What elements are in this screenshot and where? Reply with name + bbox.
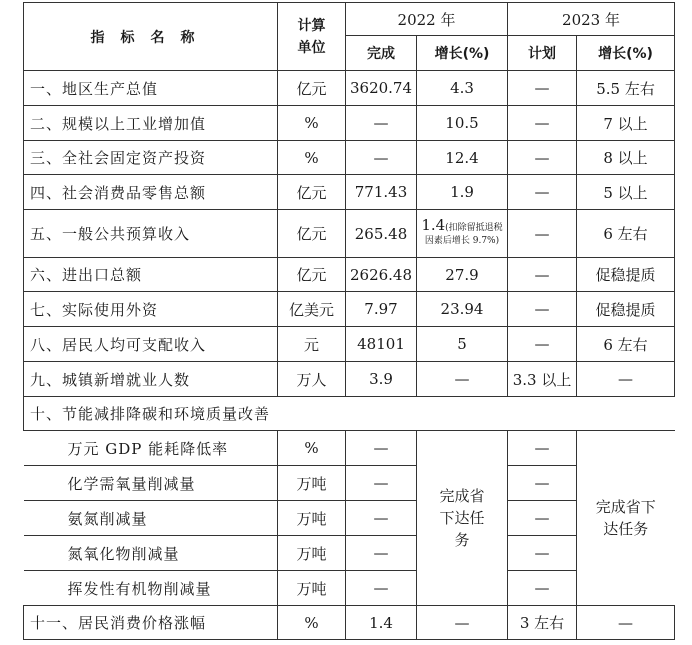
section-title-row (24, 397, 675, 431)
indicator-unit: 万吨 (278, 466, 346, 501)
merged-growth-2022: 完成省下达任务 (417, 431, 508, 606)
indicator-unit: 元 (278, 327, 346, 362)
value-growth-2023: 7 以上 (577, 106, 675, 141)
value-plan: — (508, 106, 577, 141)
growth-main-value: 1.4 (421, 216, 446, 234)
value-plan: 3 左右 (508, 606, 577, 640)
value-growth-2023: — (577, 362, 675, 397)
header-indicator-name: 指标名称 (24, 3, 278, 71)
table-row (24, 327, 675, 362)
value-growth-2023: 5 以上 (577, 175, 675, 210)
value-done: — (346, 501, 417, 536)
value-plan: — (508, 175, 577, 210)
indicator-unit: 亿元 (278, 258, 346, 292)
value-done: 48101 (346, 327, 417, 362)
indicator-unit: 亿元 (278, 210, 346, 258)
value-growth-2022: 27.9 (417, 258, 508, 292)
indicator-unit: 万人 (278, 362, 346, 397)
value-growth-2022: 1.9 (417, 175, 508, 210)
table-row (24, 175, 675, 210)
merged-growth-2023: 完成省下达任务 (577, 431, 675, 606)
value-growth-2022: — (417, 606, 508, 640)
indicator-name: 一、地区生产总值 (24, 71, 278, 106)
value-plan: — (508, 141, 577, 175)
value-growth-2022: 23.94 (417, 292, 508, 327)
value-done: — (346, 141, 417, 175)
value-growth-2022: 10.5 (417, 106, 508, 141)
value-plan: — (508, 501, 577, 536)
indicator-name: 五、一般公共预算收入 (24, 210, 278, 258)
indicator-unit: % (278, 606, 346, 640)
value-done: — (346, 536, 417, 571)
indicator-unit: 亿元 (278, 175, 346, 210)
value-plan: — (508, 431, 577, 466)
table-row (24, 606, 675, 640)
header-year-2022: 2022 年 (346, 3, 508, 36)
value-growth-2022: 12.4 (417, 141, 508, 175)
indicator-table-container (23, 2, 674, 640)
value-growth-2023: 8 以上 (577, 141, 675, 175)
sub-indicator-name: 氮氧化物削减量 (24, 536, 278, 571)
sub-indicator-name: 挥发性有机物削减量 (24, 571, 278, 606)
value-growth-2022: 4.3 (417, 71, 508, 106)
sub-indicator-name: 万元 GDP 能耗降低率 (24, 431, 278, 466)
sub-indicator-name: 化学需氧量削减量 (24, 466, 278, 501)
value-done: — (346, 571, 417, 606)
value-growth-2023: 5.5 左右 (577, 71, 675, 106)
value-growth-2022-with-note (417, 210, 508, 258)
value-growth-2023: 6 左右 (577, 327, 675, 362)
value-done: — (346, 466, 417, 501)
indicator-unit: 万吨 (278, 571, 346, 606)
value-plan: — (508, 571, 577, 606)
indicator-name: 九、城镇新增就业人数 (24, 362, 278, 397)
value-done: — (346, 106, 417, 141)
value-growth-2023: 促稳提质 (577, 292, 675, 327)
indicator-unit: % (278, 106, 346, 141)
value-growth-2022: — (417, 362, 508, 397)
value-growth-2023: 促稳提质 (577, 258, 675, 292)
table-row (24, 292, 675, 327)
value-done: 3.9 (346, 362, 417, 397)
value-done: 7.97 (346, 292, 417, 327)
sub-indicator-name: 氨氮削减量 (24, 501, 278, 536)
header-unit: 计算单位 (278, 3, 346, 71)
value-plan: — (508, 292, 577, 327)
value-plan: — (508, 258, 577, 292)
indicator-name: 八、居民人均可支配收入 (24, 327, 278, 362)
value-done: 265.48 (346, 210, 417, 258)
economic-indicators-table (23, 2, 675, 640)
indicator-unit: % (278, 141, 346, 175)
value-plan: — (508, 71, 577, 106)
table-row (24, 210, 675, 258)
header-growth-2022: 增长(%) (417, 36, 508, 71)
header-done: 完成 (346, 36, 417, 71)
value-done: 1.4 (346, 606, 417, 640)
table-row (24, 362, 675, 397)
table-row (24, 431, 675, 466)
value-done: 771.43 (346, 175, 417, 210)
indicator-name: 四、社会消费品零售总额 (24, 175, 278, 210)
section-10-title: 十、节能减排降碳和环境质量改善 (24, 397, 675, 431)
table-row (24, 106, 675, 141)
value-plan: — (508, 210, 577, 258)
value-growth-2023: — (577, 606, 675, 640)
value-done: 3620.74 (346, 71, 417, 106)
indicator-unit: 亿元 (278, 71, 346, 106)
indicator-name: 六、进出口总额 (24, 258, 278, 292)
indicator-unit: % (278, 431, 346, 466)
indicator-name: 三、全社会固定资产投资 (24, 141, 278, 175)
table-row (24, 71, 675, 106)
header-growth-2023: 增长(%) (577, 36, 675, 71)
value-done: — (346, 431, 417, 466)
value-plan: 3.3 以上 (508, 362, 577, 397)
value-plan: — (508, 327, 577, 362)
header-row-1 (24, 3, 675, 36)
indicator-name: 十一、居民消费价格涨幅 (24, 606, 278, 640)
value-plan: — (508, 466, 577, 501)
indicator-unit: 亿美元 (278, 292, 346, 327)
header-year-2023: 2023 年 (508, 3, 675, 36)
value-growth-2022: 5 (417, 327, 508, 362)
indicator-unit: 万吨 (278, 536, 346, 571)
indicator-unit: 万吨 (278, 501, 346, 536)
table-row (24, 258, 675, 292)
value-growth-2023: 6 左右 (577, 210, 675, 258)
value-plan: — (508, 536, 577, 571)
table-row (24, 141, 675, 175)
indicator-name: 七、实际使用外资 (24, 292, 278, 327)
value-done: 2626.48 (346, 258, 417, 292)
indicator-name: 二、规模以上工业增加值 (24, 106, 278, 141)
header-plan: 计划 (508, 36, 577, 71)
growth-footnote: (扣除留抵退税因素后增长 9.7%) (424, 223, 503, 246)
